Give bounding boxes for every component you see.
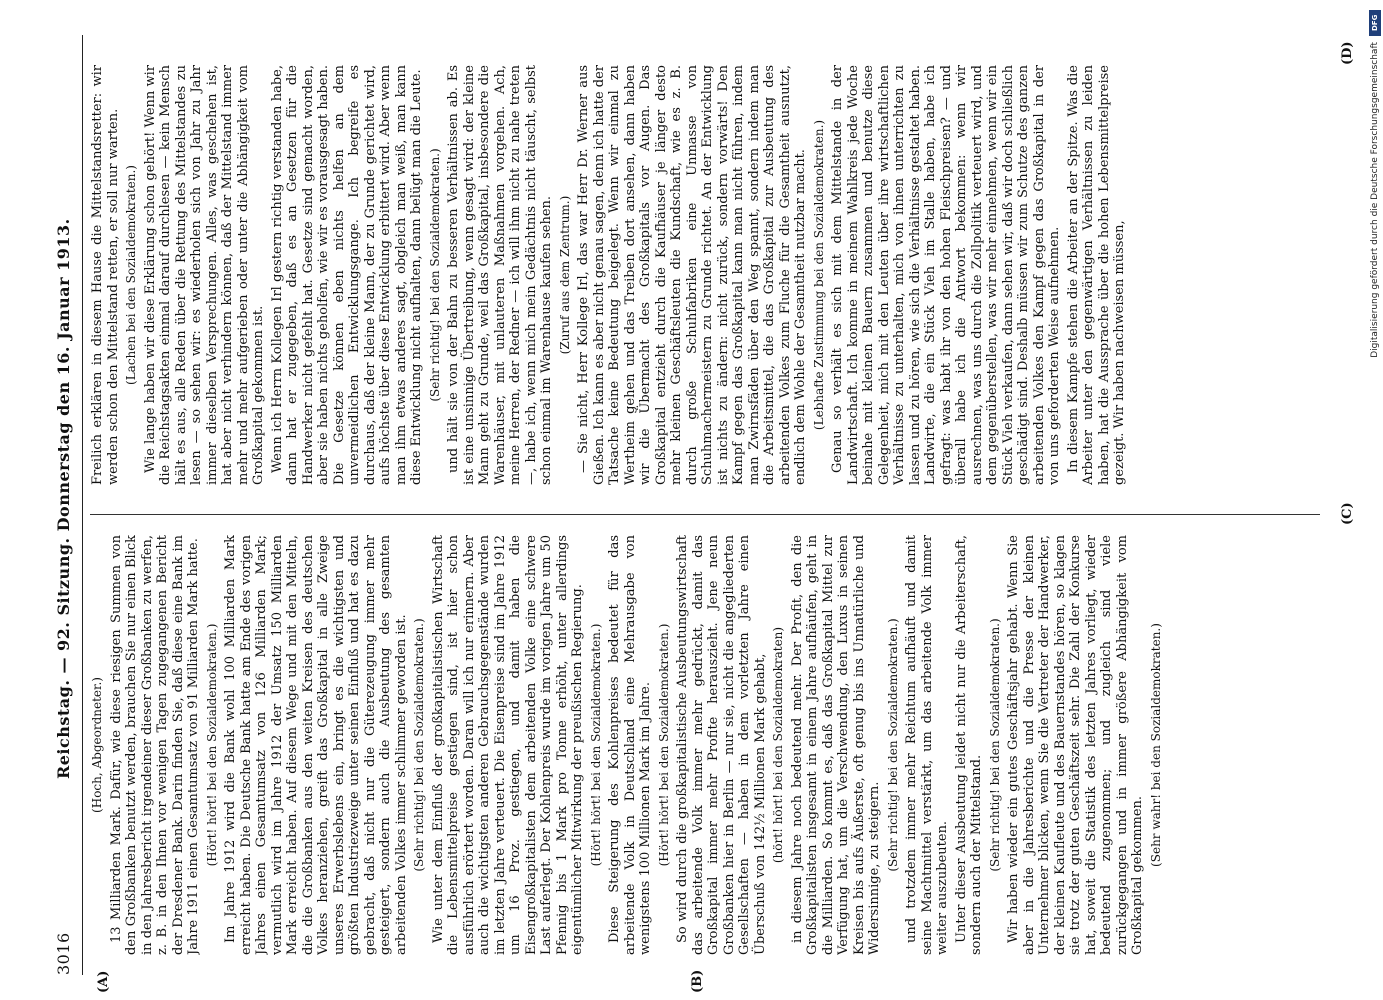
interjection: (Hört! hört! bei den Sozialdemokraten.) (656, 623, 671, 867)
interjection: (Lebhafte Zustimmung bei den Sozialdemokraten.) (811, 119, 826, 431)
interjection: (Zuruf aus dem Zentrum.) (557, 195, 572, 355)
left-text-column (90, 535, 1330, 955)
paragraph: 13 Milliarden Mark. Dafür, wie diese riesigen Summen von den Großbanken benutzt werden, brauchen Sie nur einen Blick in den Jahresbericht irgendeiner dieser Großbanken zu werfen, z. B. in den Ihnen vor wenigen Tagen zugegangenen Bericht der Dresdener Bank. Darin finden Sie, daß diese eine Bank im Jahre 1911 einen Gesamtumsatz von 91 Milliarden Mark hatte. (108, 535, 201, 955)
paragraph: Wie lange haben wir diese Erklärung schon gehört! Wenn wir die Reichstagsakten einmal darauf durchlesen — kein Mensch hält es aus, alle Reden über die Rettung des Mittelstandes zu lesen — so sehen wir: es wiederholen sich von Jahr zu Jahr immer dieselben Versprechungen. Alles, was geschehen ist, hat aber nicht verhindern können, daß der Mittelstand immer mehr und mehr aufgerieben oder unter die Abhängigkeit vom Großkapital gekommen ist. (142, 65, 266, 485)
margin-marker-a: (A) (96, 970, 111, 993)
interjection: (Sehr richtig! bei den Sozialdemokraten.) (427, 148, 442, 402)
paragraph: Im Jahre 1912 wird die Bank wohl 100 Milliarden Mark erreicht haben. Die Deutsche Bank hatte am Ende des vorigen Jahres einen Gesamtumsatz von 126 Milliarden Mark; vermutlich wird im Jahre 1912 der Umsatz 150 Milliarden Mark erreicht haben. Auf diesem Wege und mit den Mitteln, die die Großbanken aus den weiten Kreisen des deutschen Volkes heranziehen, greift das Großkapital in alle Zweige unseres Erwerbslebens ein, bringt es die wichtigsten und größten Industriezweige unter seinen Einfluß und hat es dazu gebracht, daß nicht nur die Güterezeugung immer mehr gesteigert, sondern auch die Ausbeutung des gesamten arbeitenden Volkes immer schlimmer geworden ist. (223, 535, 409, 955)
paragraph: und trotzdem immer mehr Reichtum aufhäuft und damit seine Machtmittel verstärkt, um das arbeitende Volk immer weiter auszubeuten. (904, 535, 950, 955)
rotated-document-page (50, 35, 1383, 993)
digitization-side-note (1368, 10, 1382, 990)
paragraph: — Sie nicht, Herr Kollege Irl, das war Herr Dr. Werner aus Gießen. Ich kann es aber nicht genau sagen, denn ich hatte der Tatsache keine Bedeutung beigelegt. Wenn wir einmal zu Wertheim gehen und das Treiben dort ansehen, dann haben wir die Übermacht des Großkapitals vor Augen. Das Großkapital entzieht durch die Kaufhäuser je länger desto mehr kleinen Geschäftsleuten die Kundschaft, wie es z. B. durch große Schuhfabriken eine Unmasse von Schuhmachermeistern zu Grunde richtet. An der Entwicklung ist nichts zu ändern: nicht zurück, sondern vorwärts! Den Kampf gegen das Großkapital kann man nicht führen, indem man Zwirnsfäden über den Weg spannt, sondern indem man die Arbeitsmittel, die das Großkapital zur Ausbeutung des arbeitenden Volkes zum Fluche für die Gesamtheit ausnutzt, endlich dem Wohle der Gesamtheit nutzbar macht. (576, 65, 808, 485)
interjection: (Sehr richtig! bei den Sozialdemokraten.) (885, 618, 900, 872)
paragraph: In diesem Kampfe stehen die Arbeiter an der Spitze. Was die Arbeiter unter den gegenwärtigen Verhältnissen zu leiden haben, hat die Aussprache über die hohen Lebensmittelpreise gezeigt. Wir haben nachweisen müssen, (1065, 65, 1127, 485)
paragraph: Unter dieser Ausbeutung leidet nicht nur die Arbeiterschaft, sondern auch der Mittelstand. (953, 535, 984, 955)
paragraph: So wird durch die großkapitalistische Ausbeutungswirtschaft das arbeitende Volk immer mehr gedrückt, damit das Großkapital immer mehr Profite herauszieht. Jene neun Großbanken hier in Berlin — nur sie, nicht die angegliederten Gesellschaften — haben in dem vorletzten Jahre einen Überschuß von 142½ Millionen Mark gehabt, (675, 535, 768, 955)
page-header (50, 35, 76, 975)
header-rule (82, 35, 83, 975)
interjection: (Sehr richtig! bei den Sozialdemokraten.) (412, 618, 426, 872)
interjection: (Sehr wahr! bei den Sozialdemokraten.) (1148, 623, 1163, 867)
margin-marker-d: (D) (1340, 41, 1355, 65)
margin-marker-b: (B) (690, 969, 705, 993)
page-number: 3016 (53, 932, 73, 975)
interjection: (Hoch, Abgeordneter.) (90, 677, 104, 813)
paragraph: und hält sie von der Bahn zu besseren Verhältnissen ab. Es ist eine unsinnige Übertreibung, wenn gesagt wird: der kleine Mann geht zu Grunde, weil das Großkapital, insbesondere die Warenhäuser, mit unlauteren Maßnahmen vorgehen. Ach, meine Herren, der Redner — ich will ihm nicht zu nahe treten —, habe ich, wenn mich mein Gedächtnis nicht täuscht, selbst schon einmal im Warenhause kaufen sehen. (446, 65, 554, 485)
dfg-logo: DFG (1369, 10, 1381, 36)
paragraph: Wir haben wieder ein gutes Geschäftsjahr gehabt. Wenn Sie aber in die Jahresberichte und die Presse der kleinen Unternehmer blicken, wenn Sie die Vertreter der Handwerker, der kleinen Kaufleute und des Bauernstandes hören, so klagen sie trotz der guten Geschäftszeit sehr. Die Zahl der Konkurse hat, soweit die Statistik des letzten Jahres vorliegt, wieder bedeutend zugenommen; und zugleich sind viele zurückgegangen und in immer größere Abhängigkeit vom Großkapital gekommen. (1006, 535, 1145, 955)
paragraph: in diesem Jahre noch bedeutend mehr. Der Profit, den die Großkapitalisten insgesamt in einem Jahre aufhäufen, geht in die Milliarden. So kommt es, daß das Großkapital Mittel zur Verfügung hat, um die Verschwendung, den Luxus in seinen Kreisen bis aufs Äußerste, oft genug bis ins Unnatürliche und Widersinnige, zu steigern. (789, 535, 882, 955)
interjection: (Hört! hört! bei den Sozialdemokraten.) (204, 623, 219, 867)
paragraph: Genau so verhält es sich mit dem Mittelstande in der Landwirtschaft. Ich komme in meinem Wahlkreis jede Woche beinahe mit kleinen Bauern zusammen und benutze diese Gelegenheit, mich mit den Leuten über ihre wirtschaftlichen Verhältnisse zu unterhalten, mich von ihnen unterrichten zu lassen und zu hören, wie sich die Verhältnisse gestaltet haben. Landwirte, die ein Stück Vieh im Stalle haben, habe ich gefragt: was habt ihr von den hohen Fleischpreisen? — und überall habe ich die Antwort bekommen: wenn wir ausrechnen, was uns durch die Zollpolitik verteuert wird, und dem gegenüberstellen, was wir mehr einnehmen, wenn wir ein Stück Vieh verkaufen, dann sehen wir, daß wir doch schließlich geschädigt sind. Deshalb müssen wir zum Schutze des ganzen arbeitenden Volkes den Kampf gegen das Großkapital in der von uns geforderten Weise aufnehmen. (830, 65, 1062, 485)
interjection: (hört! hört! bei den Sozialdemokraten) (771, 626, 785, 864)
column-divider (90, 514, 1320, 515)
interjection: (Hört! hört! bei den Sozialdemokraten.) (588, 623, 603, 867)
paragraph: Wie unter dem Einfluß der großkapitalistischen Wirtschaft die Lebensmittelpreise gestiegen sind, ist hier schon ausführlich erörtert worden. Daran will ich nur erinnern. Aber auch die wichtigsten anderen Gebrauchsgegenstände wurden im letzten Jahre verteuert. Die Eisenpreise sind im Jahre 1912 um 16 Proz. gestiegen, und damit haben die Eisengroßkapitalisten dem arbeitenden Volke eine schwere Last auferlegt. Der Kohlenpreis wurde im vorigen Jahre um 50 Pfennig bis 1 Mark pro Tonne erhöht, unter allerdings eigentümlicher Mitwirkung der preußischen Regierung. (430, 535, 585, 955)
right-text-column (90, 65, 1330, 485)
paragraph: Diese Steigerung des Kohlenpreises bedeutet für das arbeitende Volk in Deutschland eine Mehrausgabe von wenigstens 100 Millionen Mark im Jahre. (607, 535, 653, 955)
margin-marker-c: (C) (1340, 502, 1355, 525)
paragraph: Wenn ich Herrn Kollegen Irl gestern richtig verstanden habe, dann hat er zugegeben, daß es an Gesetzen für die Handwerker nicht gefehlt hat. Gesetze sind gemacht worden, aber sie haben nichts geholfen, wie wir es vorausgesagt haben. Die Gesetze können eben nichts helfen an dem unvermeidlichen Entwicklungsgange. Ich begreife es durchaus, daß der kleine Mann, der zu Grunde gerichtet wird, aufs höchste über diese Entwicklung erbittert wird. Aber wenn man ihm etwas anderes sagt, obgleich man weiß, man kann diese Entwicklung nicht aufhalten, dann belügt man die Leute. (269, 65, 424, 485)
page-title: Reichstag. — 92. Sitzung. Donnerstag den 16. Januar 1913. (53, 218, 73, 780)
digitization-credit: Digitalisierung gefördert durch die Deutsche Forschungsgemeinschaft (1370, 42, 1380, 358)
interjection: (Sehr richtig! bei den Sozialdemokraten.) (987, 618, 1002, 872)
paragraph: Freilich erklären in diesem Hause die Mittelstandsretter: wir werden schon den Mittelstand retten, er soll nur warten. (90, 65, 121, 485)
interjection: (Lachen bei den Sozialdemokraten.) (124, 165, 138, 385)
